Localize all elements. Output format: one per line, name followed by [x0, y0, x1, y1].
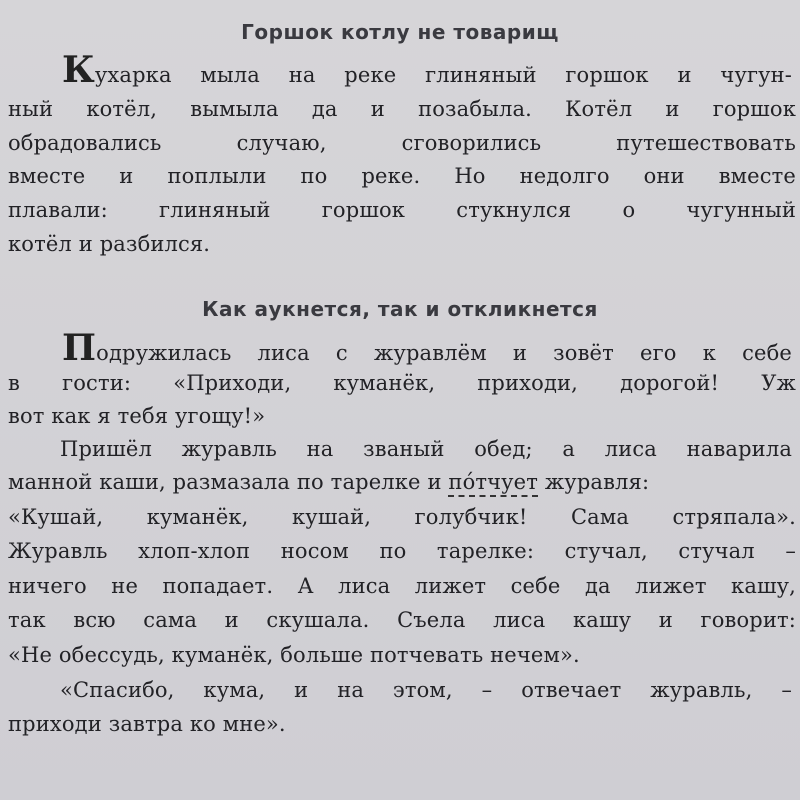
paragraph-line: «Не обессудь, куманёк, больше потчевать нечем». — [8, 643, 580, 667]
paragraph-line: Журавль хлоп-хлоп носом по тарелке: стучал, стучал – — [8, 539, 796, 563]
paragraph-line: обрадовались случаю, сговорились путешествовать — [8, 131, 796, 155]
paragraph-line: котёл и разбился. — [8, 232, 211, 256]
paragraph-line — [62, 49, 792, 91]
paragraph-line: вместе и поплыли по реке. Но недолго они вместе — [8, 164, 796, 188]
drop-cap: П — [62, 327, 97, 369]
paragraph-line — [62, 327, 792, 369]
line-text: одружилась лиса с журавлём и зовёт его к себе — [96, 341, 792, 365]
paragraph-line: приходи завтра ко мне». — [8, 712, 286, 736]
paragraph-line: «Спасибо, кума, и на этом, – отвечает журавль, – — [60, 678, 792, 702]
paragraph-line: Пришёл журавль на званый обед; а лиса наварила — [60, 437, 792, 461]
underlined-word: пóтчует — [448, 470, 538, 497]
line-text: манной каши, размазала по тарелке и — [8, 470, 449, 494]
paragraph-line: плавали: глиняный горшок стукнулся о чугунный — [8, 198, 796, 222]
paragraph-line: «Кушай, куманёк, кушай, голубчик! Сама стряпала». — [8, 505, 796, 529]
paragraph-line: вот как я тебя угощу!» — [8, 404, 266, 428]
paragraph-line: так всю сама и скушала. Съела лиса кашу и говорит: — [8, 608, 796, 632]
paragraph-line: ный котёл, вымыла да и позабыла. Котёл и горшок — [8, 97, 796, 121]
line-text: журавля: — [538, 470, 650, 494]
paragraph-line: ничего не попадает. А лиса лижет себе да лижет кашу, — [8, 574, 796, 598]
story-title: Горшок котлу не товарищ — [241, 20, 559, 44]
paragraph-line — [8, 467, 796, 497]
paragraph-line: в гости: «Приходи, куманёк, приходи, дорогой! Уж — [8, 371, 796, 395]
drop-cap: К — [62, 49, 95, 91]
story-title: Как аукнется, так и откликнется — [202, 297, 598, 321]
line-text: ухарка мыла на реке глиняный горшок и чугун- — [94, 63, 792, 87]
